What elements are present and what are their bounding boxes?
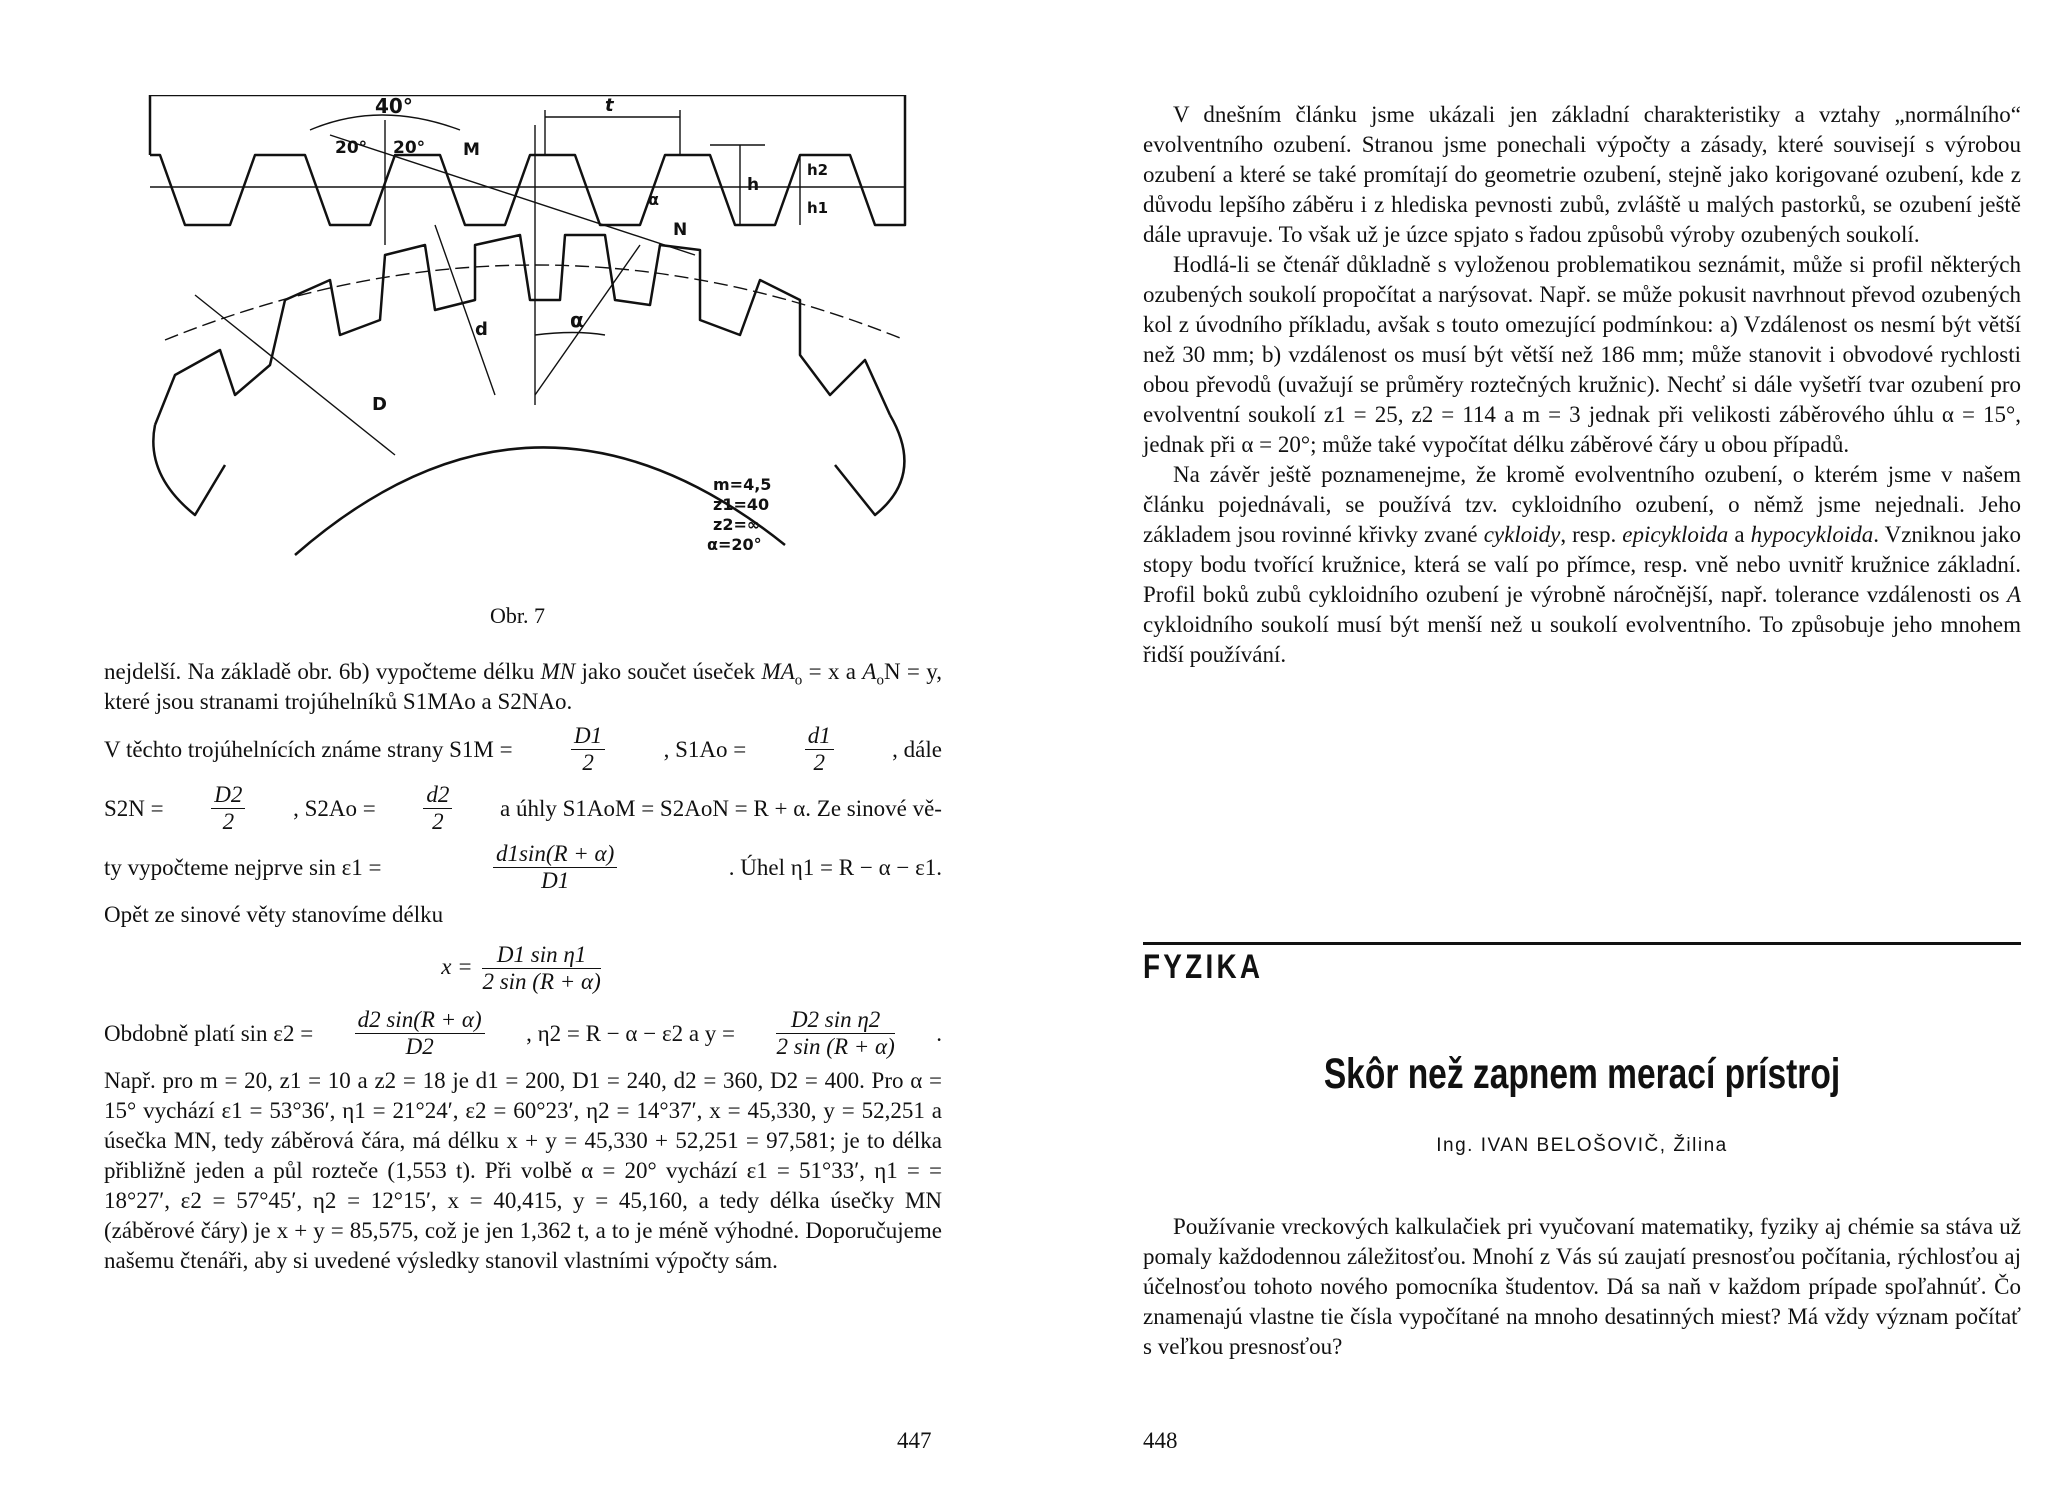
equation-line-1: V těchto trojúhelnících známe strany S1M = $\frac{D1}{2}$ , S1Ao = $\frac{d1}{2}$ , dále: [104, 723, 942, 775]
alpha-line: [535, 245, 640, 395]
page-number-left: 447: [897, 1428, 932, 1453]
d-line: [435, 225, 495, 395]
param-z2: z2=∞: [713, 515, 761, 534]
label-alpha-upper: α: [648, 190, 659, 209]
paragraph-intro: nejdelší. Na základě obr. 6b) vypočteme délku MN jako součet úseček $MA_o = x$ a $A_oN = y$, které jsou stranami trojúhelníků S1MAo a S2NAo.: [104, 659, 942, 714]
paragraph-2: Hodlá-li se čtenář důkladně s vyloženou problematikou seznámit, může si profil některých ozubených soukolí propočítat a narýsovat. Např. se může pokusit navrhnout převod ozubených kol z úvodního příkladu, avšak s touto omezující podmínkou: a) Vzdálenost os nesmí být větší než 30 mm; b) vzdálenost os musí být větší než 186 mm; může stanovit i obvodové rychlosti obou převodů (uvažují se průměry roztečných kružnic). Nechť si dále vyšetří tvar ozubení pro evolventní soukolí z1 = 25, z2 = 114 a m = 3 jednak při velikosti záběrového úhlu α = 15°, jednak při α = 20°; může také vypočítat délku záběrové čáry u obou případů.: [1143, 252, 2021, 457]
paragraph-1: V dnešním článku jsme ukázali jen základní charakteristiky a vztahy „normálního“ evolventního ozubení. Stranou jsme ponechali výpočty a zásady, které souvisejí s výrobou ozubení a které se také promítají do geometrie ozubení, stejně jako korigované ozubení, kde z důvodu lepšího záběru i z hlediska pevnosti zubů, zvláště u malých pastorků, se ozubení ještě dále upravuje. To však už je úzce spjato s řadou způsobů výroby ozubených soukolí.: [1143, 102, 2021, 247]
gear-figure: [135, 95, 935, 565]
left-column-text: [104, 657, 942, 1276]
label-t: t: [605, 95, 614, 116]
label-h: h: [747, 175, 760, 195]
equation-y: Obdobně platí sin ε2 = $\frac{d2 \sin(R + \alpha)}{D2}$ , η2 = R − α − ε2 a y = $\frac{\text{D2 sin η2}}{2 \sin (R + \alpha)}$ .: [104, 1007, 942, 1059]
label-N: N: [673, 220, 688, 240]
section-heading: FYZIKA: [1143, 948, 1264, 986]
param-m: m=4,5: [713, 475, 772, 494]
alpha-arc: [535, 333, 605, 336]
label-20-right: 20°: [393, 138, 426, 158]
label-h2: h2: [807, 161, 829, 179]
label-M: M: [463, 140, 480, 160]
label-40: 40°: [375, 95, 413, 118]
label-20-left: 20°: [335, 138, 368, 158]
label-alpha-lower: α: [570, 308, 584, 332]
section-divider: [1143, 942, 2021, 945]
gear-teeth: [155, 235, 890, 425]
right-column-text: [1143, 100, 2021, 670]
figure-caption: Obr. 7: [490, 603, 545, 628]
label-h1: h1: [807, 199, 829, 217]
paragraph-example: Např. pro m = 20, z1 = 10 a z2 = 18 je d1 = 200, D1 = 240, d2 = 360, D2 = 400. Pro α = 15° vychází ε1 = 53°36′, η1 = 21°24′, ε2 = 60°23′, η2 = 14°37′, x = 45,330, y = 52,251 a úsečka MN, tedy záběrová čára, má délku x + y = 45,330 + 52,251 = 97,581; je to délka přibližně jeden a půl rozteče (1,553 t). Při volbě α = 20° vychází ε1 = 51°33′, η1 = = 18°27′, ε2 = 57°45′, η2 = 12°15′, x = 40,415, y = 45,160, a tedy délka úsečky MN (záběrové čáry) je x + y = 85,575, což je jen 1,362 t, a to je méně výhodné. Doporučujeme našemu čtenáři, aby si uvedené výsledky stanovil vlastními výpočty sám.: [104, 1068, 942, 1273]
param-alpha: α=20°: [707, 535, 762, 554]
label-D: D: [372, 394, 387, 415]
gear-outer: [153, 415, 904, 515]
page-number-right: 448: [1143, 1428, 1178, 1453]
equation-x: x = $\frac{\text{D1 sin η1}}{2 \sin (R + \alpha)}$: [441, 942, 601, 994]
equation-line-3: ty vypočteme nejprve sin ε1 = $\frac{d1\sin(R + \alpha)}{D1}$ . Úhel η1 = R − α − ε1.: [104, 841, 942, 893]
label-d: d: [475, 319, 488, 340]
rack-teeth: [150, 155, 905, 225]
article-title: Skôr než zapnem merací prístroj: [1323, 1050, 1841, 1098]
article-author: Ing. IVAN BELOŠOVIČ, Žilina: [1436, 1135, 1728, 1156]
param-z1: z1=40: [713, 495, 770, 514]
equation-line-2: S2N = $\frac{D2}{2}$ , S2Ao = $\frac{d2}{2}$ a úhly S1AoM = S2AoN = R + α. Ze sinové vě-: [104, 782, 942, 834]
right-page: [1035, 0, 2070, 1500]
paragraph-3: Na závěr ještě poznamenejme, že kromě evolventního ozubení, o kterém jsme v našem článku pojednávali, se používá tzv. cykloidního ozubení, o němž jsme nejednali. Jeho základem jsou rovinné křivky zvané cykloidy, resp. epicykloida a hypocykloida. Vzniknou jako stopy bodu tvořící kružnice, která se valí po přímce, resp. vně nebo uvnitř kružnice základní. Profil boků zubů cykloidního ozubení je výrobně náročnější, např. tolerance vzdálenosti os A cykloidního soukolí musí být menší než u soukolí evolventního. To způsobuje jeho mnohem řidší používání.: [1143, 462, 2021, 667]
rack-outline: [150, 95, 905, 180]
D-line: [195, 295, 395, 455]
intro-paragraph: Používanie vreckových kalkulačiek pri vyučovaní matematiky, fyziky aj chémie sa stáva už pomaly každodennou záležitosťou. Mnohí z Vás sú zaujatí presnosťou počítania, rýchlosťou aj účelnosťou tohoto nového pomocníka študentov. Dá sa naň v každom prípade spoľahnúť. Čo znamenajú vlastne tie čísla vypočítané na mnoho desatinných miest? Má vždy význam počítať s veľkou presnosťou?: [1143, 1214, 2021, 1359]
article-intro: [1143, 1212, 2021, 1362]
paragraph-sine: Opět ze sinové věty stanovíme délku: [104, 902, 444, 927]
